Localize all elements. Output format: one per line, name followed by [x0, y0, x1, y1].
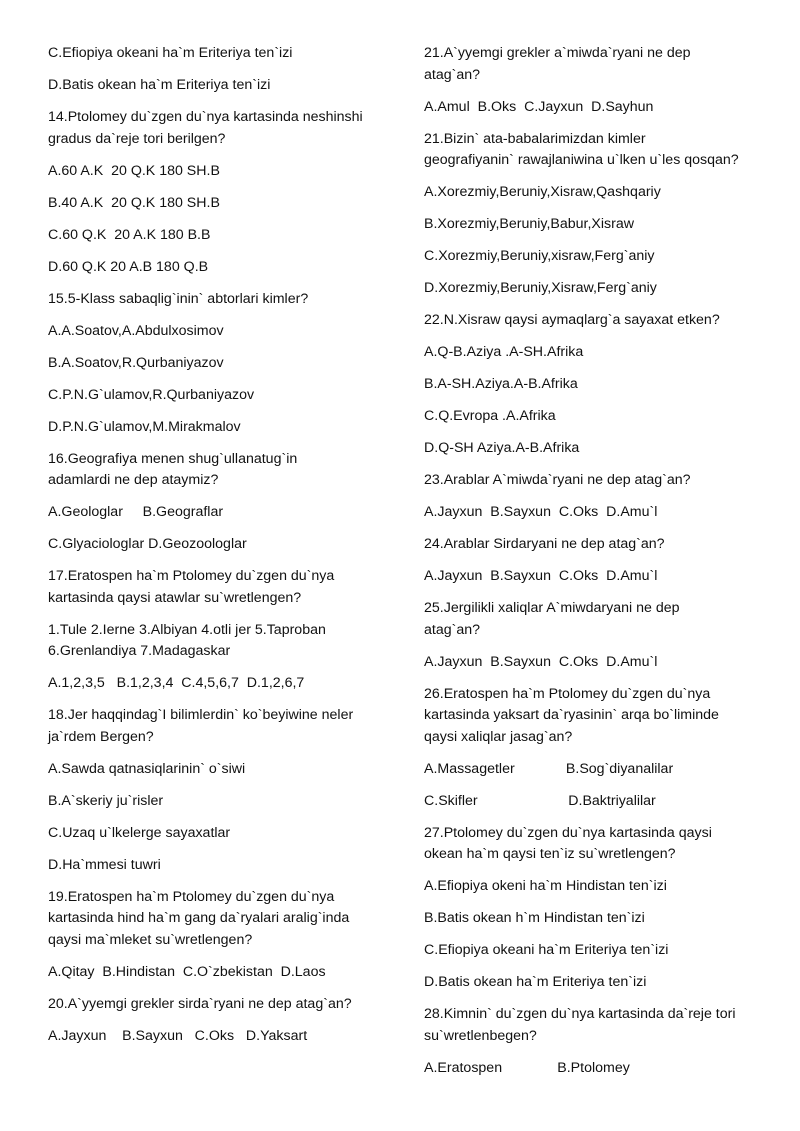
- text-line: A.Massagetler B.Sog`diyanalilar: [424, 760, 674, 777]
- text-line: 20.A`yyemgi grekler sirda`ryani ne dep atag`an?: [48, 995, 352, 1012]
- text-line: A.60 A.K 20 Q.K 180 SH.B: [48, 162, 220, 179]
- paragraph-gap: [48, 492, 388, 503]
- text-line: B.Xorezmiy,Beruniy,Babur,Xisraw: [424, 216, 634, 232]
- text-line: C.Xorezmiy,Beruniy,xisraw,Ferg`aniy: [424, 248, 655, 264]
- text-line: 25.Jergilikli xaliqlar A`miwdaryani ne dep: [424, 600, 680, 616]
- text-line: B.40 A.K 20 Q.K 180 SH.B: [48, 194, 220, 211]
- text-line: kartasinda hind ha`m gang da`ryalari aralig`inda: [48, 910, 350, 926]
- text-paragraph: [48, 321, 388, 343]
- text-paragraph: [48, 289, 388, 311]
- text-line: atag`an?: [424, 66, 481, 83]
- paragraph-gap: [424, 930, 764, 941]
- left-column: [48, 43, 388, 1047]
- paragraph-gap: [424, 1047, 764, 1058]
- text-line: qaysi ma`mleket su`wretlengen?: [48, 931, 253, 948]
- text-paragraph: [424, 908, 764, 930]
- paragraph-gap: [424, 812, 764, 823]
- paragraph-gap: [48, 438, 388, 449]
- text-paragraph: [48, 385, 388, 407]
- text-line: A.Amul B.Oks C.Jayxun D.Sayhun: [424, 98, 654, 115]
- text-paragraph: [48, 823, 388, 845]
- text-line: C.Skifler D.Baktriyalilar: [424, 792, 656, 809]
- paragraph-gap: [424, 332, 764, 343]
- text-paragraph: [48, 43, 388, 65]
- paragraph-gap: [48, 374, 388, 385]
- text-line: 17.Eratospen ha`m Ptolomey du`zgen du`nya: [48, 568, 335, 584]
- text-line: 18.Jer haqqindag`I bilimlerdin` ko`beyiwine neler: [48, 707, 354, 723]
- text-line: A.A.Soatov,A.Abdulxosimov: [48, 322, 224, 339]
- text-line: D.Batis okean ha`m Eriteriya ten`izi: [48, 77, 271, 93]
- text-paragraph: [424, 1004, 764, 1047]
- text-line: 15.5-Klass sabaqlig`inin` abtorlari kimler?: [48, 290, 309, 307]
- paragraph-gap: [48, 342, 388, 353]
- text-line: A.Jayxun B.Sayxun C.Oks D.Amu`l: [424, 504, 658, 520]
- text-line: kartasinda yaksart da`ryasinin` arqa bo`liminde: [424, 707, 719, 723]
- text-paragraph: [424, 342, 764, 364]
- text-line: A.Geologlar B.Geograflar: [48, 504, 224, 520]
- paragraph-gap: [424, 524, 764, 535]
- text-line: 24.Arablar Sirdaryani ne dep atag`an?: [424, 536, 665, 552]
- text-paragraph: [48, 705, 388, 748]
- text-paragraph: [424, 406, 764, 428]
- text-paragraph: [48, 534, 388, 556]
- paragraph-gap: [424, 641, 764, 652]
- text-line: 16.Geografiya menen shug`ullanatug`in: [48, 450, 298, 467]
- text-line: 26.Eratospen ha`m Ptolomey du`zgen du`nya: [424, 685, 711, 702]
- text-paragraph: [424, 972, 764, 994]
- paragraph-gap: [424, 86, 764, 97]
- paragraph-gap: [424, 962, 764, 973]
- text-paragraph: [48, 257, 388, 279]
- text-line: C.P.N.G`ulamov,R.Qurbaniyazov: [48, 386, 255, 403]
- text-paragraph: [424, 534, 764, 556]
- paragraph-gap: [424, 460, 764, 471]
- paragraph-gap: [424, 780, 764, 791]
- text-paragraph: [48, 620, 388, 663]
- text-line: 14.Ptolomey du`zgen du`nya kartasinda neshinshi: [48, 109, 363, 125]
- paragraph-gap: [48, 556, 388, 567]
- paragraph-gap: [424, 492, 764, 503]
- paragraph-gap: [48, 748, 388, 759]
- text-line: okean ha`m qaysi ten`iz su`wretlengen?: [424, 846, 676, 862]
- text-paragraph: [48, 994, 388, 1016]
- text-paragraph: [424, 940, 764, 962]
- text-paragraph: [424, 652, 764, 674]
- text-line: adamlardi ne dep ataymiz?: [48, 472, 219, 488]
- text-line: A.Eratospen B.Ptolomey: [424, 1059, 630, 1076]
- text-paragraph: [424, 876, 764, 898]
- text-paragraph: [48, 161, 388, 183]
- text-line: 1.Tule 2.Ierne 3.Albiyan 4.otli jer 5.Taproban: [48, 621, 326, 638]
- text-line: 28.Kimnin` du`zgen du`nya kartasinda da`reje tori: [424, 1006, 736, 1022]
- text-line: D.P.N.G`ulamov,M.Mirakmalov: [48, 418, 241, 435]
- paragraph-gap: [48, 278, 388, 289]
- text-line: A.Q-B.Aziya .A-SH.Afrika: [424, 344, 584, 360]
- text-paragraph: [424, 502, 764, 524]
- paragraph-gap: [48, 812, 388, 823]
- text-line: D.60 Q.K 20 A.B 180 Q.B: [48, 258, 209, 275]
- paragraph-gap: [48, 609, 388, 620]
- text-paragraph: [48, 1026, 388, 1048]
- text-paragraph: [424, 43, 764, 86]
- paragraph-gap: [48, 65, 388, 76]
- paragraph-gap: [48, 246, 388, 257]
- paragraph-gap: [424, 204, 764, 215]
- text-line: 23.Arablar A`miwda`ryani ne dep atag`an?: [424, 472, 691, 488]
- text-paragraph: [48, 566, 388, 609]
- text-line: D.Q-SH Aziya.A-B.Afrika: [424, 440, 580, 456]
- text-line: 6.Grenlandiya 7.Madagaskar: [48, 643, 231, 659]
- paragraph-gap: [48, 214, 388, 225]
- paragraph-gap: [48, 695, 388, 706]
- text-paragraph: [48, 855, 388, 877]
- paragraph-gap: [48, 1015, 388, 1026]
- text-paragraph: [424, 791, 764, 813]
- text-line: C.Glyaciologlar D.Geozoologlar: [48, 536, 247, 552]
- text-paragraph: [424, 129, 764, 172]
- text-paragraph: [48, 107, 388, 150]
- text-paragraph: [424, 438, 764, 460]
- paragraph-gap: [48, 524, 388, 535]
- text-paragraph: [48, 193, 388, 215]
- text-paragraph: [48, 887, 388, 952]
- paragraph-gap: [424, 300, 764, 311]
- text-paragraph: [48, 759, 388, 781]
- text-paragraph: [48, 353, 388, 375]
- paragraph-gap: [424, 268, 764, 279]
- text-line: A.Jayxun B.Sayxun C.Oks D.Amu`l: [424, 568, 658, 584]
- text-paragraph: [424, 246, 764, 268]
- text-line: qaysi xaliqlar jasag`an?: [424, 728, 573, 745]
- paragraph-gap: [48, 150, 388, 161]
- text-paragraph: [424, 470, 764, 492]
- paragraph-gap: [48, 182, 388, 193]
- paragraph-gap: [424, 364, 764, 375]
- text-paragraph: [48, 962, 388, 984]
- text-paragraph: [48, 75, 388, 97]
- text-line: D.Batis okean ha`m Eriteriya ten`izi: [424, 974, 647, 990]
- text-line: A.Efiopiya okeni ha`m Hindistan ten`izi: [424, 878, 667, 894]
- text-line: B.A-SH.Aziya.A-B.Afrika: [424, 376, 578, 392]
- paragraph-gap: [424, 673, 764, 684]
- paragraph-gap: [48, 844, 388, 855]
- text-line: D.Ha`mmesi tuwri: [48, 856, 161, 873]
- text-line: A.Xorezmiy,Beruniy,Xisraw,Qashqariy: [424, 184, 661, 200]
- text-paragraph: [424, 1058, 764, 1080]
- paragraph-gap: [424, 556, 764, 567]
- text-paragraph: [48, 449, 388, 492]
- paragraph-gap: [48, 780, 388, 791]
- text-line: 21.A`yyemgi grekler a`miwda`ryani ne dep: [424, 45, 691, 61]
- text-paragraph: [424, 374, 764, 396]
- text-line: su`wretlenbegen?: [424, 1027, 537, 1044]
- text-paragraph: [424, 684, 764, 749]
- text-line: A.Sawda qatnasiqlarinin` o`siwi: [48, 760, 246, 777]
- text-paragraph: [424, 278, 764, 300]
- text-line: C.Efiopiya okeani ha`m Eriteriya ten`izi: [424, 942, 669, 958]
- text-paragraph: [424, 823, 764, 866]
- text-paragraph: [48, 791, 388, 813]
- text-line: 22.N.Xisraw qaysi aymaqlarg`a sayaxat etken?: [424, 312, 720, 328]
- text-paragraph: [424, 97, 764, 119]
- text-line: A.Jayxun B.Sayxun C.Oks D.Yaksart: [48, 1027, 308, 1044]
- text-line: ja`rdem Bergen?: [48, 728, 154, 745]
- text-paragraph: [424, 310, 764, 332]
- paragraph-gap: [48, 97, 388, 108]
- paragraph-gap: [48, 983, 388, 994]
- text-line: C.Efiopiya okeani ha`m Eriteriya ten`izi: [48, 45, 293, 61]
- text-line: D.Xorezmiy,Beruniy,Xisraw,Ferg`aniy: [424, 280, 657, 296]
- paragraph-gap: [48, 663, 388, 674]
- text-paragraph: [424, 566, 764, 588]
- text-paragraph: [48, 225, 388, 247]
- text-line: B.A`skeriy ju`risler: [48, 792, 164, 809]
- text-line: kartasinda qaysi atawlar su`wretlengen?: [48, 589, 302, 606]
- right-column: [424, 43, 764, 1079]
- text-line: C.Q.Evropa .A.Afrika: [424, 408, 556, 424]
- text-paragraph: [424, 214, 764, 236]
- text-paragraph: [424, 598, 764, 641]
- paragraph-gap: [424, 396, 764, 407]
- paragraph-gap: [48, 951, 388, 962]
- text-line: 19.Eratospen ha`m Ptolomey du`zgen du`nya: [48, 888, 335, 905]
- text-line: atag`an?: [424, 621, 481, 638]
- paragraph-gap: [424, 898, 764, 909]
- paragraph-gap: [424, 118, 764, 129]
- text-paragraph: [48, 502, 388, 524]
- paragraph-gap: [48, 310, 388, 321]
- paragraph-gap: [48, 876, 388, 887]
- paragraph-gap: [424, 236, 764, 247]
- text-paragraph: [48, 417, 388, 439]
- paragraph-gap: [424, 866, 764, 877]
- text-paragraph: [424, 182, 764, 204]
- text-line: A.1,2,3,5 B.1,2,3,4 C.4,5,6,7 D.1,2,6,7: [48, 675, 305, 691]
- text-paragraph: [424, 759, 764, 781]
- text-line: A.Qitay B.Hindistan C.O`zbekistan D.Laos: [48, 963, 326, 980]
- paragraph-gap: [424, 748, 764, 759]
- text-paragraph: [48, 673, 388, 695]
- paragraph-gap: [424, 994, 764, 1005]
- paragraph-gap: [424, 588, 764, 599]
- text-line: A.Jayxun B.Sayxun C.Oks D.Amu`l: [424, 653, 658, 670]
- text-line: C.60 Q.K 20 A.K 180 B.B: [48, 226, 211, 243]
- text-line: C.Uzaq u`lkelerge sayaxatlar: [48, 824, 231, 841]
- text-line: gradus da`reje tori berilgen?: [48, 130, 226, 147]
- paragraph-gap: [424, 428, 764, 439]
- paragraph-gap: [424, 172, 764, 183]
- text-line: B.A.Soatov,R.Qurbaniyazov: [48, 354, 224, 371]
- text-line: 21.Bizin` ata-babalarimizdan kimler: [424, 130, 646, 147]
- text-line: 27.Ptolomey du`zgen du`nya kartasinda qaysi: [424, 824, 712, 841]
- paragraph-gap: [48, 406, 388, 417]
- text-line: geografiyanin` rawajlaniwina u`lken u`les qosqan?: [424, 152, 739, 168]
- text-line: B.Batis okean h`m Hindistan ten`izi: [424, 910, 645, 926]
